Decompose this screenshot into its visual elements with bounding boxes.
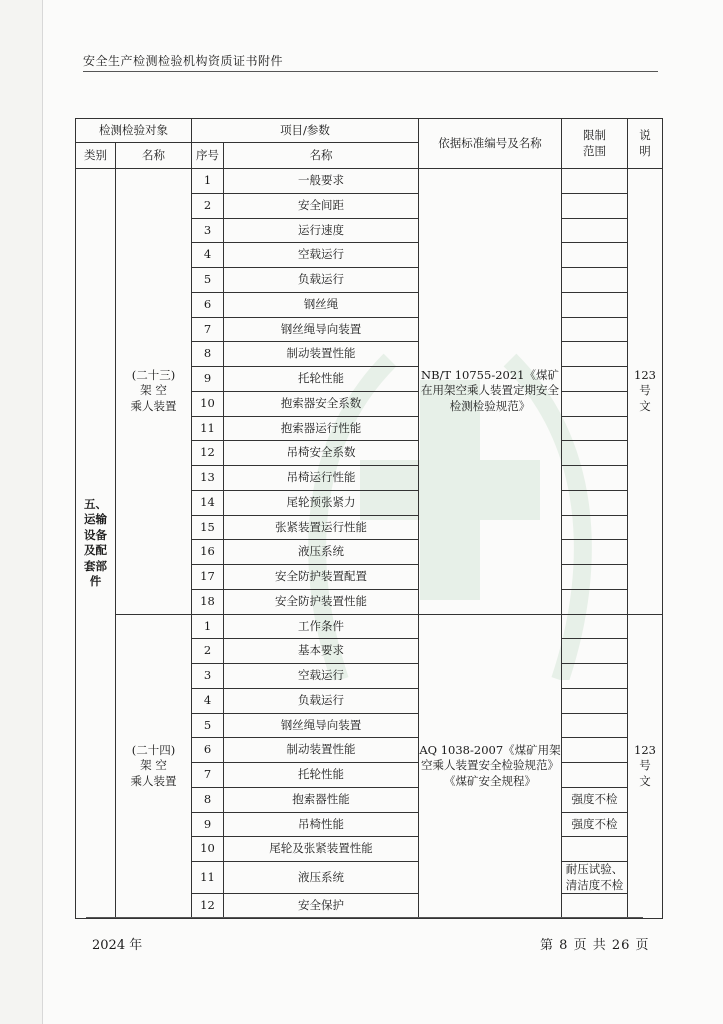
item-name: 空载运行 — [224, 664, 419, 689]
header-note: 说 明 — [628, 119, 663, 169]
limit-cell — [562, 713, 628, 738]
item-name: 安全间距 — [224, 193, 419, 218]
item-name: 安全防护装置性能 — [224, 589, 419, 614]
header-standard: 依据标准编号及名称 — [419, 119, 562, 169]
page-prefix: 第 — [540, 938, 555, 953]
qualification-table — [75, 118, 663, 919]
note-cell: 123 号 文 — [628, 614, 663, 918]
item-name: 抱索器运行性能 — [224, 416, 419, 441]
footer-page-number — [540, 934, 650, 953]
limit-cell — [562, 837, 628, 862]
item-seq: 4 — [192, 688, 224, 713]
item-name: 安全保护 — [224, 894, 419, 919]
limit-cell — [562, 342, 628, 367]
limit-cell — [562, 565, 628, 590]
page-current: 8 — [559, 938, 569, 953]
limit-cell — [562, 490, 628, 515]
note-cell: 123 号 文 — [628, 169, 663, 615]
item-name: 运行速度 — [224, 218, 419, 243]
item-seq: 4 — [192, 243, 224, 268]
item-seq: 9 — [192, 812, 224, 837]
limit-cell — [562, 169, 628, 194]
item-name: 尾轮及张紧装置性能 — [224, 837, 419, 862]
item-name: 托轮性能 — [224, 763, 419, 788]
item-name: 负载运行 — [224, 688, 419, 713]
item-seq: 3 — [192, 664, 224, 689]
item-name: 钢丝绳导向装置 — [224, 317, 419, 342]
item-name: 液压系统 — [224, 862, 419, 894]
item-seq: 7 — [192, 317, 224, 342]
item-seq: 15 — [192, 515, 224, 540]
item-seq: 11 — [192, 862, 224, 894]
item-seq: 11 — [192, 416, 224, 441]
item-seq: 17 — [192, 565, 224, 590]
header-object: 检测检验对象 — [76, 119, 192, 143]
item-name: 基本要求 — [224, 639, 419, 664]
item-name: 一般要求 — [224, 169, 419, 194]
limit-cell — [562, 466, 628, 491]
item-seq: 8 — [192, 342, 224, 367]
item-name: 负载运行 — [224, 268, 419, 293]
item-seq: 3 — [192, 218, 224, 243]
item-name: 工作条件 — [224, 614, 419, 639]
item-seq: 5 — [192, 268, 224, 293]
item-seq: 18 — [192, 589, 224, 614]
limit-cell: 耐压试验、清洁度不检 — [562, 862, 628, 894]
limit-cell: 强度不检 — [562, 812, 628, 837]
limit-cell: 强度不检 — [562, 787, 628, 812]
limit-cell — [562, 894, 628, 919]
item-name: 抱索器安全系数 — [224, 391, 419, 416]
item-seq: 1 — [192, 169, 224, 194]
limit-cell — [562, 317, 628, 342]
limit-cell — [562, 416, 628, 441]
item-name: 吊椅运行性能 — [224, 466, 419, 491]
item-name: 制动装置性能 — [224, 342, 419, 367]
limit-cell — [562, 441, 628, 466]
object-name-cell: (二十三) 架 空 乘人装置 — [116, 169, 192, 615]
standard-cell: NB/T 10755-2021《煤矿在用架空乘人装置定期安全检测检验规范》 — [419, 169, 562, 615]
footer-year: 2024 年 — [92, 938, 143, 953]
item-seq: 16 — [192, 540, 224, 565]
item-seq: 1 — [192, 614, 224, 639]
item-name: 液压系统 — [224, 540, 419, 565]
object-name-cell: (二十四) 架 空 乘人装置 — [116, 614, 192, 918]
limit-cell — [562, 589, 628, 614]
item-name: 安全防护装置配置 — [224, 565, 419, 590]
item-name: 钢丝绳导向装置 — [224, 713, 419, 738]
item-name: 空载运行 — [224, 243, 419, 268]
header-name: 名称 — [116, 143, 192, 169]
item-seq: 6 — [192, 292, 224, 317]
limit-cell — [562, 218, 628, 243]
item-seq: 12 — [192, 441, 224, 466]
page-total: 26 — [611, 938, 631, 953]
limit-cell — [562, 268, 628, 293]
limit-cell — [562, 292, 628, 317]
footer-divider — [86, 917, 643, 918]
header-category: 类别 — [76, 143, 116, 169]
limit-cell — [562, 614, 628, 639]
standard-cell: AQ 1038-2007《煤矿用架空乘人装置安全检验规范》 《煤矿安全规程》 — [419, 614, 562, 918]
item-seq: 5 — [192, 713, 224, 738]
header-seq: 序号 — [192, 143, 224, 169]
limit-cell — [562, 515, 628, 540]
item-seq: 9 — [192, 367, 224, 392]
limit-cell — [562, 243, 628, 268]
category-cell: 五、 运输 设备 及配 套部 件 — [76, 169, 116, 919]
limit-cell — [562, 738, 628, 763]
item-seq: 7 — [192, 763, 224, 788]
item-name: 钢丝绳 — [224, 292, 419, 317]
header-divider — [83, 71, 658, 72]
item-seq: 14 — [192, 490, 224, 515]
header-limit: 限制 范围 — [562, 119, 628, 169]
item-seq: 10 — [192, 837, 224, 862]
limit-cell — [562, 763, 628, 788]
item-seq: 12 — [192, 894, 224, 919]
header-itemname: 名称 — [224, 143, 419, 169]
page-suffix: 页 — [635, 938, 650, 953]
item-name: 尾轮预张紧力 — [224, 490, 419, 515]
item-name: 吊椅安全系数 — [224, 441, 419, 466]
item-name: 托轮性能 — [224, 367, 419, 392]
limit-cell — [562, 367, 628, 392]
limit-cell — [562, 391, 628, 416]
item-seq: 2 — [192, 193, 224, 218]
item-seq: 6 — [192, 738, 224, 763]
item-seq: 2 — [192, 639, 224, 664]
limit-cell — [562, 664, 628, 689]
limit-cell — [562, 639, 628, 664]
item-seq: 10 — [192, 391, 224, 416]
limit-cell — [562, 688, 628, 713]
page-mid: 页 共 — [573, 938, 607, 953]
item-name: 张紧装置运行性能 — [224, 515, 419, 540]
header-item: 项目/参数 — [192, 119, 419, 143]
limit-cell — [562, 540, 628, 565]
page-header: 安全生产检测检验机构资质证书附件 — [83, 54, 284, 68]
item-seq: 13 — [192, 466, 224, 491]
table-row — [76, 614, 663, 639]
item-name: 抱索器性能 — [224, 787, 419, 812]
item-name: 吊椅性能 — [224, 812, 419, 837]
limit-cell — [562, 193, 628, 218]
table-row — [76, 169, 663, 194]
item-seq: 8 — [192, 787, 224, 812]
item-name: 制动装置性能 — [224, 738, 419, 763]
